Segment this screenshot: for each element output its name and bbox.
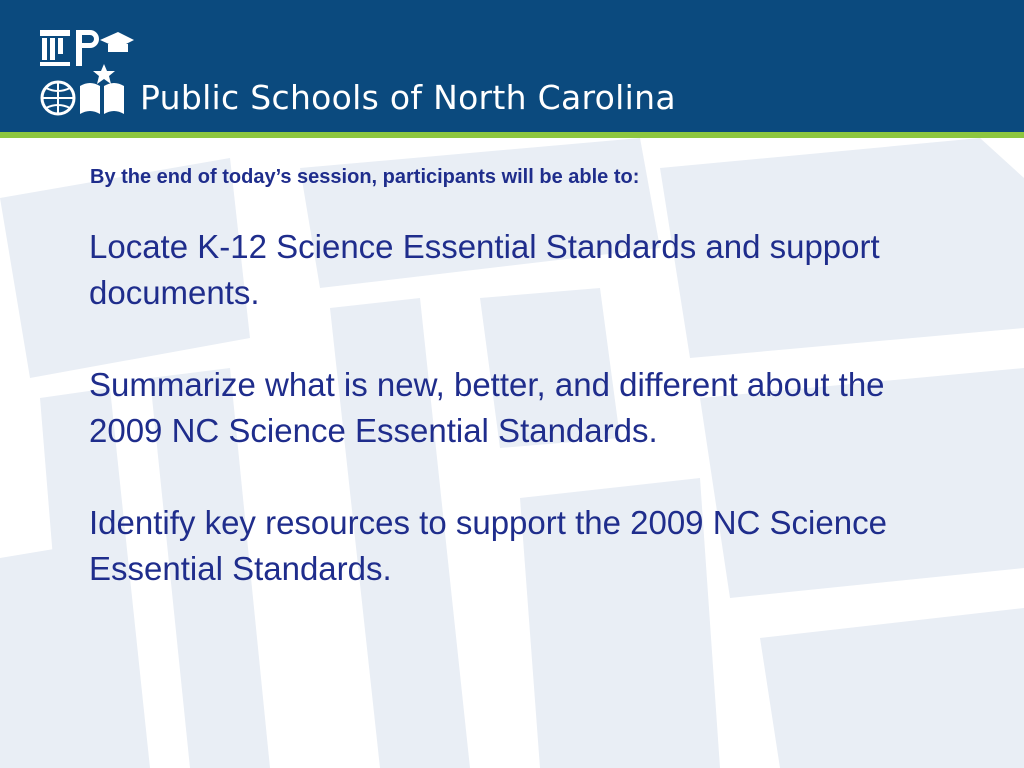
objective-item: Locate K-12 Science Essential Standards and support documents. <box>89 228 880 311</box>
header-accent-rule <box>0 132 1024 138</box>
header-band <box>0 0 1024 132</box>
objective-item: Identify key resources to support the 2009 NC Science Essential Standards. <box>89 504 887 587</box>
organization-name: Public Schools of North Carolina <box>140 78 676 117</box>
objective-item: Summarize what is new, better, and different about the 2009 NC Science Essential Standards. <box>89 366 885 449</box>
nc-public-schools-logo-icon <box>38 26 134 118</box>
session-subtitle: By the end of today’s session, participants will be able to: <box>90 166 640 188</box>
objectives-list <box>89 224 949 638</box>
